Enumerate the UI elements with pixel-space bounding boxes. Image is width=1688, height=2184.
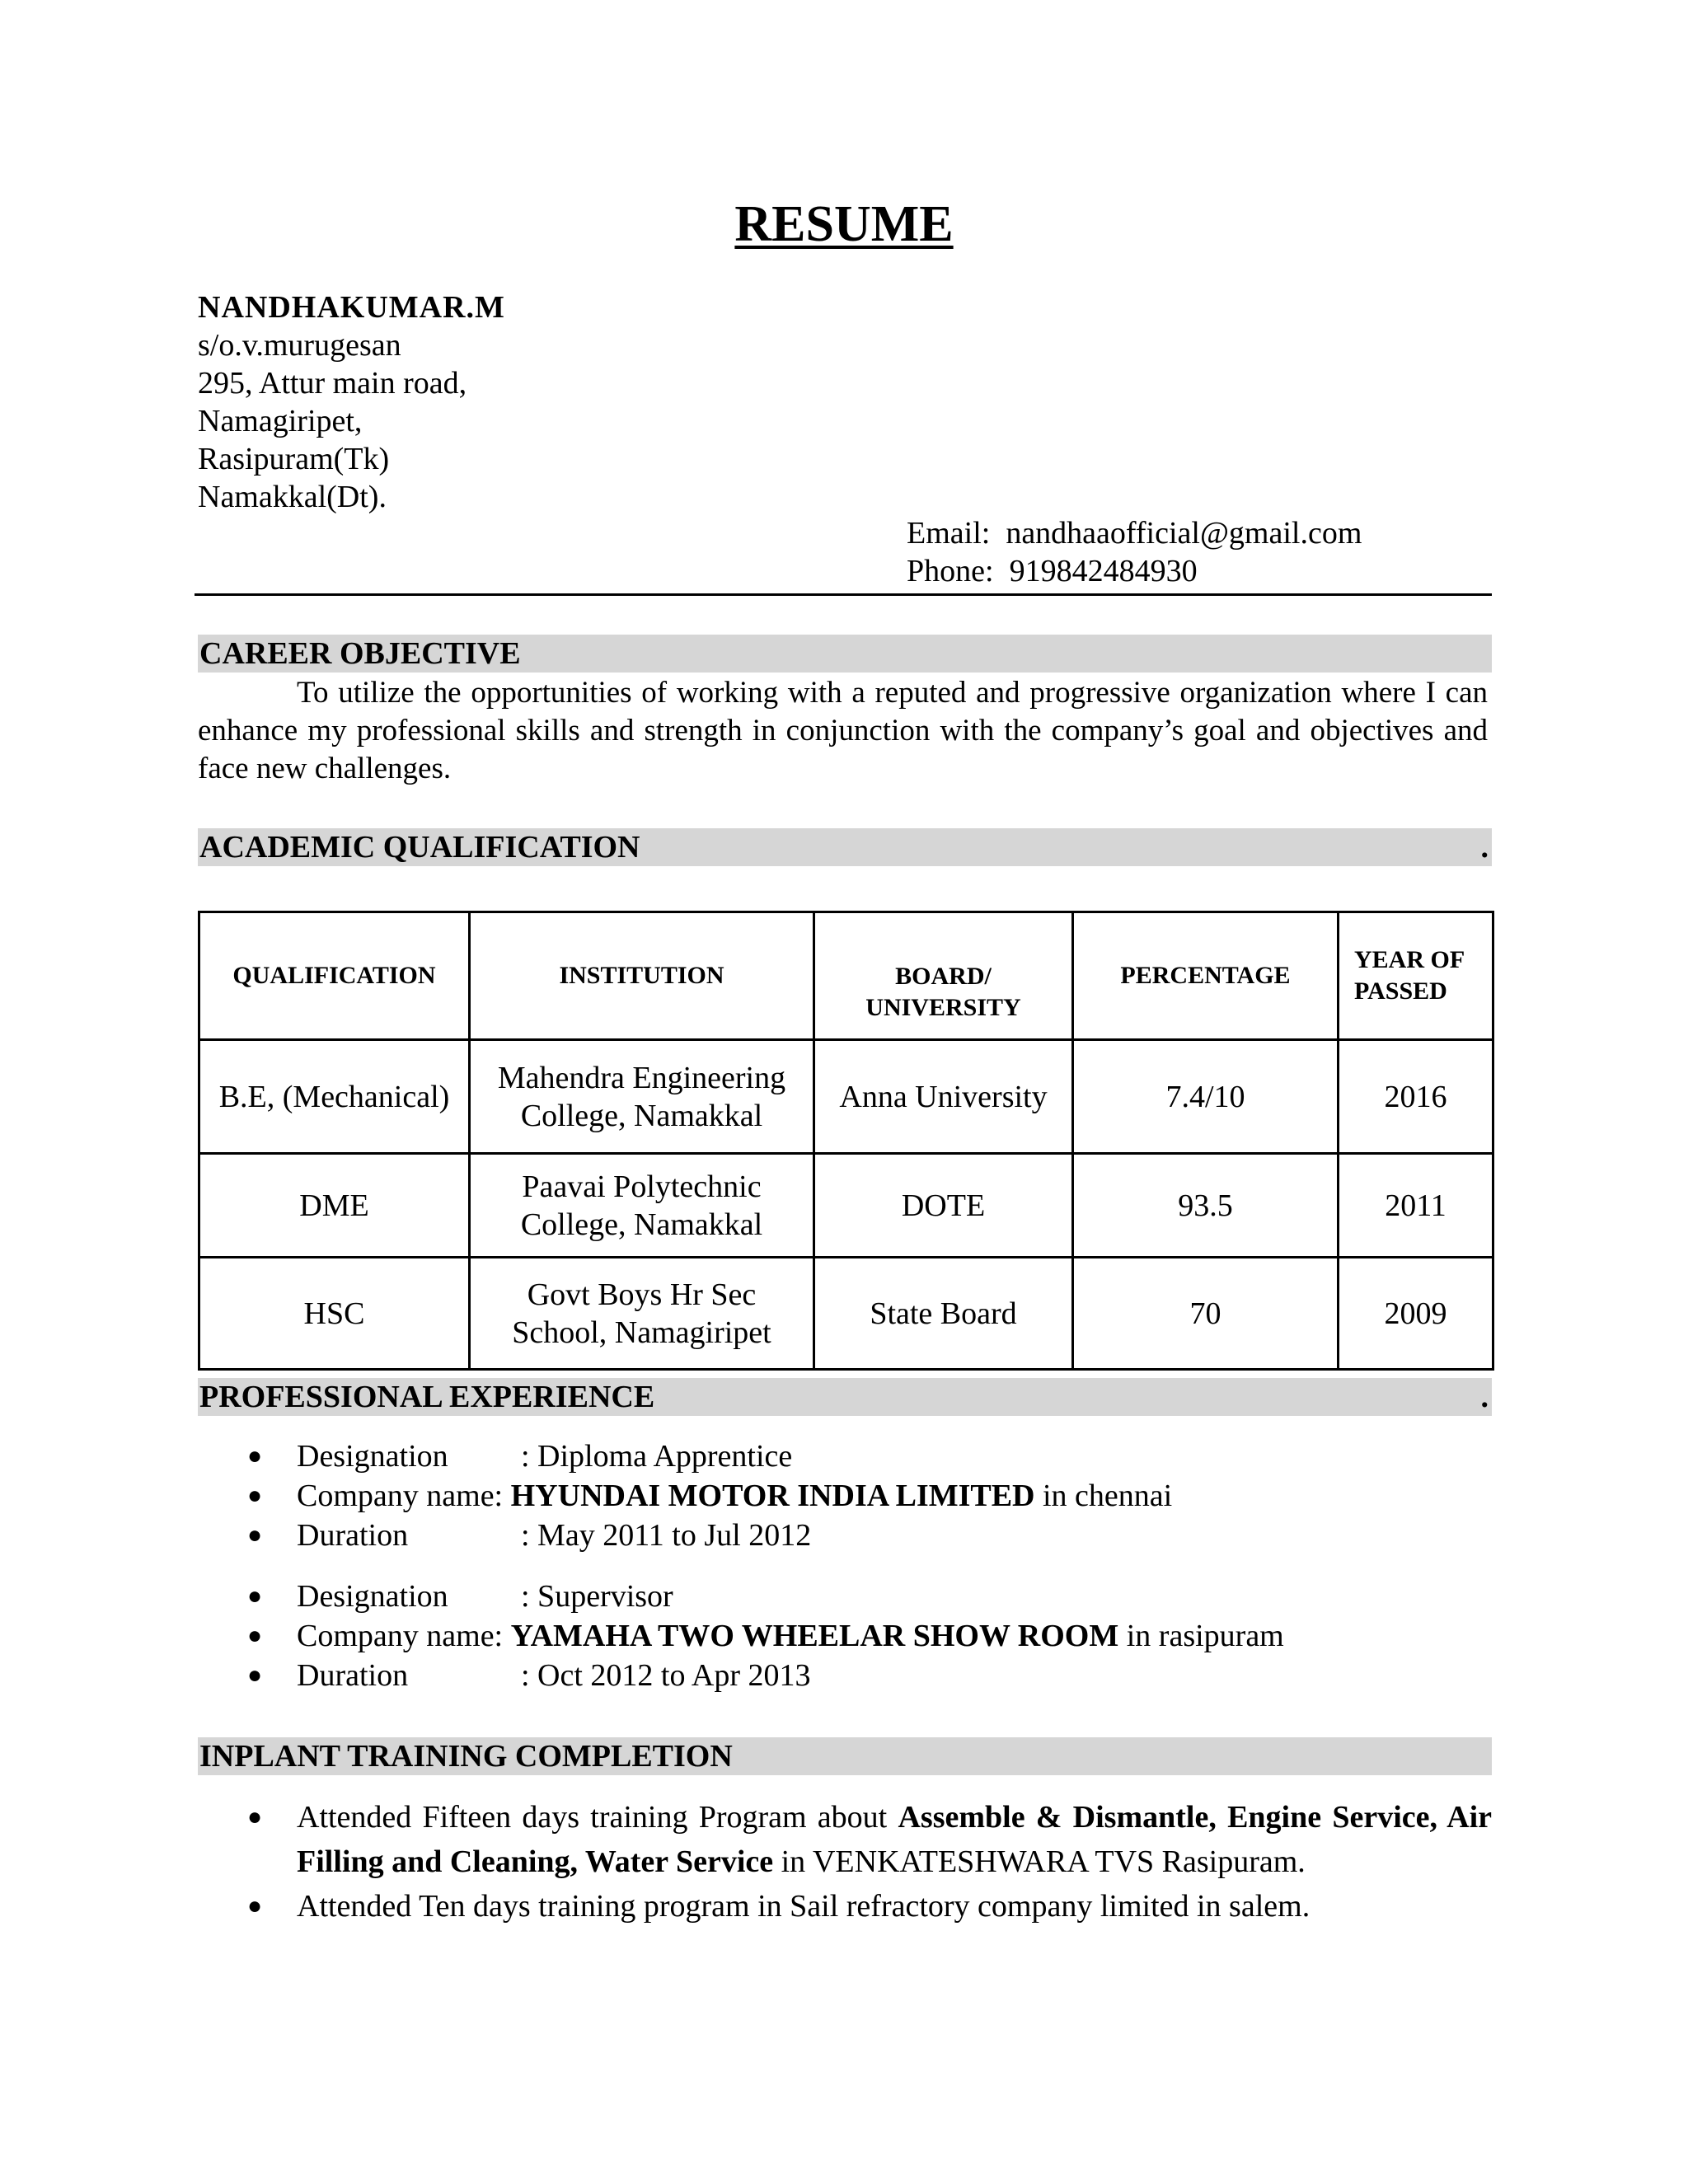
- career-objective-text: To utilize the opportunities of working with a reputed and progressive organization where I can enhance my professional skills and strength in conjunction with the company’s goal and objectives and face new challenges.: [198, 676, 1488, 785]
- list-item: ● Company name: YAMAHA TWO WHEELAR SHOW ROOM in rasipuram: [198, 1616, 1492, 1656]
- board-cell: DOTE: [814, 1154, 1073, 1258]
- address-line: Rasipuram(Tk): [198, 442, 390, 476]
- bullet-icon: ●: [247, 1622, 263, 1649]
- address-line: Namagiripet,: [198, 404, 363, 438]
- board-cell: Anna University: [814, 1040, 1073, 1154]
- table-row: [199, 1258, 1493, 1370]
- address-line: 295, Attur main road,: [198, 366, 467, 401]
- board-cell: State Board: [814, 1258, 1073, 1370]
- year-cell: 2009: [1339, 1258, 1493, 1370]
- column-header: PERCENTAGE: [1073, 912, 1339, 1040]
- phone-label: Phone:: [907, 554, 994, 588]
- percentage-cell: 7.4/10: [1073, 1040, 1339, 1154]
- column-header: QUALIFICATION: [199, 912, 470, 1040]
- candidate-name: NANDHAKUMAR.M: [198, 290, 505, 325]
- bullet-icon: ●: [247, 1803, 263, 1830]
- column-header: YEAR OF PASSED: [1339, 912, 1493, 1040]
- year-cell: 2016: [1339, 1040, 1493, 1154]
- year-cell: 2011: [1339, 1154, 1493, 1258]
- list-item: ● Designation : Diploma Apprentice: [198, 1436, 1492, 1476]
- section-heading-experience: PROFESSIONAL EXPERIENCE .: [198, 1378, 1492, 1416]
- list-item: ● Duration : May 2011 to Jul 2012: [198, 1516, 1492, 1555]
- contact-block: [907, 514, 1362, 590]
- address-line: Namakkal(Dt).: [198, 480, 387, 514]
- table-row: [199, 1154, 1493, 1258]
- address-block: [198, 288, 505, 516]
- column-header: INSTITUTION: [470, 912, 814, 1040]
- header-divider: [195, 593, 1492, 596]
- section-heading-academic: ACADEMIC QUALIFICATION .: [198, 828, 1492, 866]
- qualification-cell: HSC: [199, 1258, 470, 1370]
- percentage-cell: 70: [1073, 1258, 1339, 1370]
- percentage-cell: 93.5: [1073, 1154, 1339, 1258]
- address-line: s/o.v.murugesan: [198, 328, 401, 363]
- bullet-icon: ●: [247, 1582, 263, 1610]
- table-row: [199, 1040, 1493, 1154]
- list-item: ● Attended Ten days training program in Sail refractory company limited in salem.: [198, 1884, 1492, 1929]
- phone-line: [907, 552, 1362, 590]
- table-header-row: [199, 912, 1493, 1040]
- training-list: [198, 1795, 1492, 1929]
- list-item: ● Attended Fifteen days training Program about Assemble & Dismantle, Engine Service, Air Filling and Cleaning, Water Service in VENKATESHWARA TVS Rasipuram.: [198, 1795, 1492, 1884]
- email-line: [907, 514, 1362, 552]
- section-heading-career-objective: CAREER OBJECTIVE: [198, 635, 1492, 673]
- institution-cell: Mahendra Engineering College, Namakkal: [470, 1040, 814, 1154]
- bullet-icon: ●: [247, 1521, 263, 1549]
- list-item: ● Company name: HYUNDAI MOTOR INDIA LIMITED in chennai: [198, 1476, 1492, 1516]
- resume-title: RESUME: [734, 196, 954, 252]
- column-header: BOARD/ UNIVERSITY: [814, 912, 1073, 1040]
- qualification-cell: DME: [199, 1154, 470, 1258]
- academic-table: [198, 911, 1494, 1371]
- institution-cell: Govt Boys Hr Sec School, Namagiripet: [470, 1258, 814, 1370]
- email-label: Email:: [907, 516, 991, 551]
- bullet-icon: ●: [247, 1661, 263, 1689]
- section-heading-training: INPLANT TRAINING COMPLETION: [198, 1737, 1492, 1775]
- list-item: ● Designation : Supervisor: [198, 1577, 1492, 1616]
- bullet-icon: ●: [247, 1892, 263, 1919]
- qualification-cell: B.E, (Mechanical): [199, 1040, 470, 1154]
- experience-list-2: [198, 1577, 1492, 1695]
- email-value: nandhaaofficial@gmail.com: [1006, 516, 1362, 551]
- experience-list-1: [198, 1436, 1492, 1555]
- phone-value: 919842484930: [1009, 554, 1198, 588]
- institution-cell: Paavai Polytechnic College, Namakkal: [470, 1154, 814, 1258]
- bullet-icon: ●: [247, 1442, 263, 1469]
- list-item: ● Duration : Oct 2012 to Apr 2013: [198, 1656, 1492, 1695]
- bullet-icon: ●: [247, 1482, 263, 1509]
